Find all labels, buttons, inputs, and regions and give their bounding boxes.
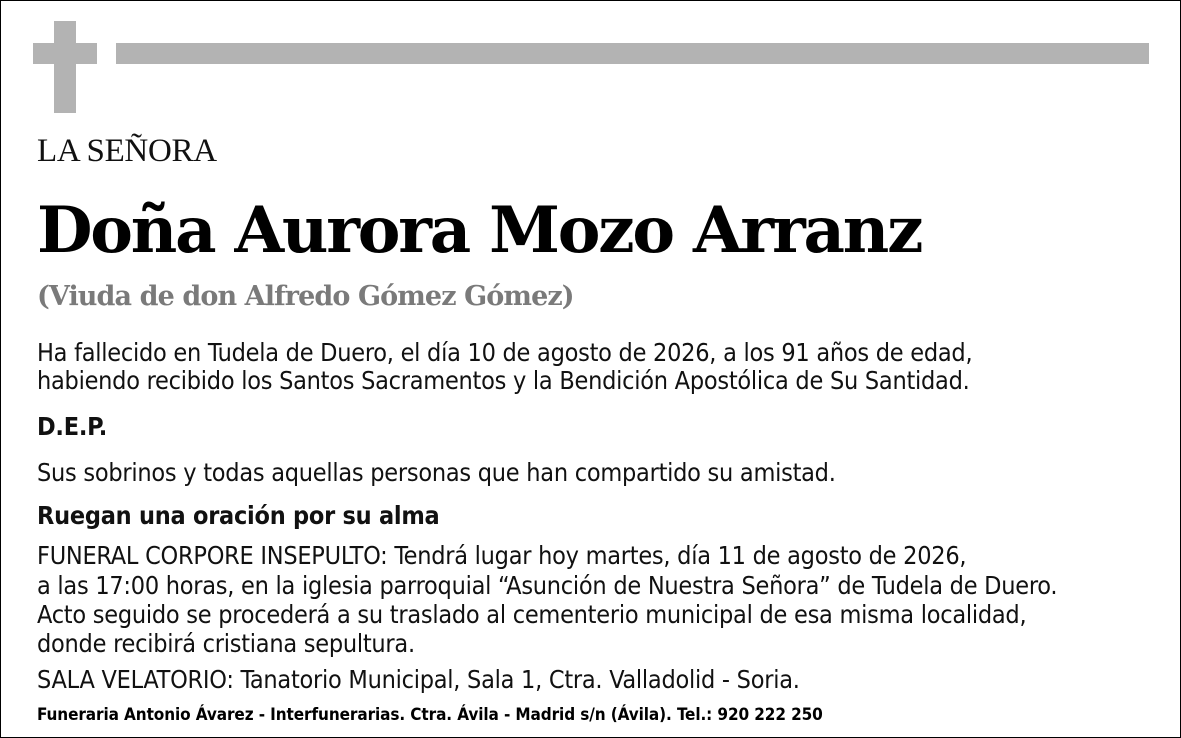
funeral-home-footer: Funeraria Antonio Ávarez - Interfunerarias. Ctra. Ávila - Madrid s/n (Ávila). Tel.: 920 222 250 — [37, 705, 823, 725]
funeral-info-line: Acto seguido se procederá a su traslado al cementerio municipal de esa misma localidad, — [37, 600, 1027, 629]
death-announcement-line: habiendo recibido los Santos Sacramentos y la Bendición Apostólica de Su Santidad. — [37, 366, 970, 395]
mourners-line: Sus sobrinos y todas aquellas personas que han compartido su amistad. — [37, 458, 836, 487]
salutation: LA SEÑORA — [37, 133, 217, 169]
widow-note: (Viuda de don Alfredo Gómez Gómez) — [37, 281, 574, 312]
prayer-request: Ruegan una oración por su alma — [37, 501, 440, 530]
cross-icon-arm — [33, 43, 97, 64]
header-rule — [116, 43, 1149, 64]
funeral-info-line: FUNERAL CORPORE INSEPULTO: Tendrá lugar hoy martes, día 11 de agosto de 2026, — [37, 541, 967, 570]
funeral-info-line: donde recibirá cristiana sepultura. — [37, 629, 415, 658]
deceased-name: Doña Aurora Mozo Arranz — [37, 193, 922, 268]
death-announcement-line: Ha fallecido en Tudela de Duero, el día 10 de agosto de 2026, a los 91 años de edad, — [37, 338, 973, 367]
wake-info: SALA VELATORIO: Tanatorio Municipal, Sala 1, Ctra. Valladolid - Soria. — [37, 665, 800, 694]
funeral-info-line: a las 17:00 horas, en la iglesia parroquial “Asunción de Nuestra Señora” de Tudela de Duero. — [37, 571, 1058, 600]
cross-icon — [54, 21, 76, 113]
rip-label: D.E.P. — [37, 412, 108, 441]
